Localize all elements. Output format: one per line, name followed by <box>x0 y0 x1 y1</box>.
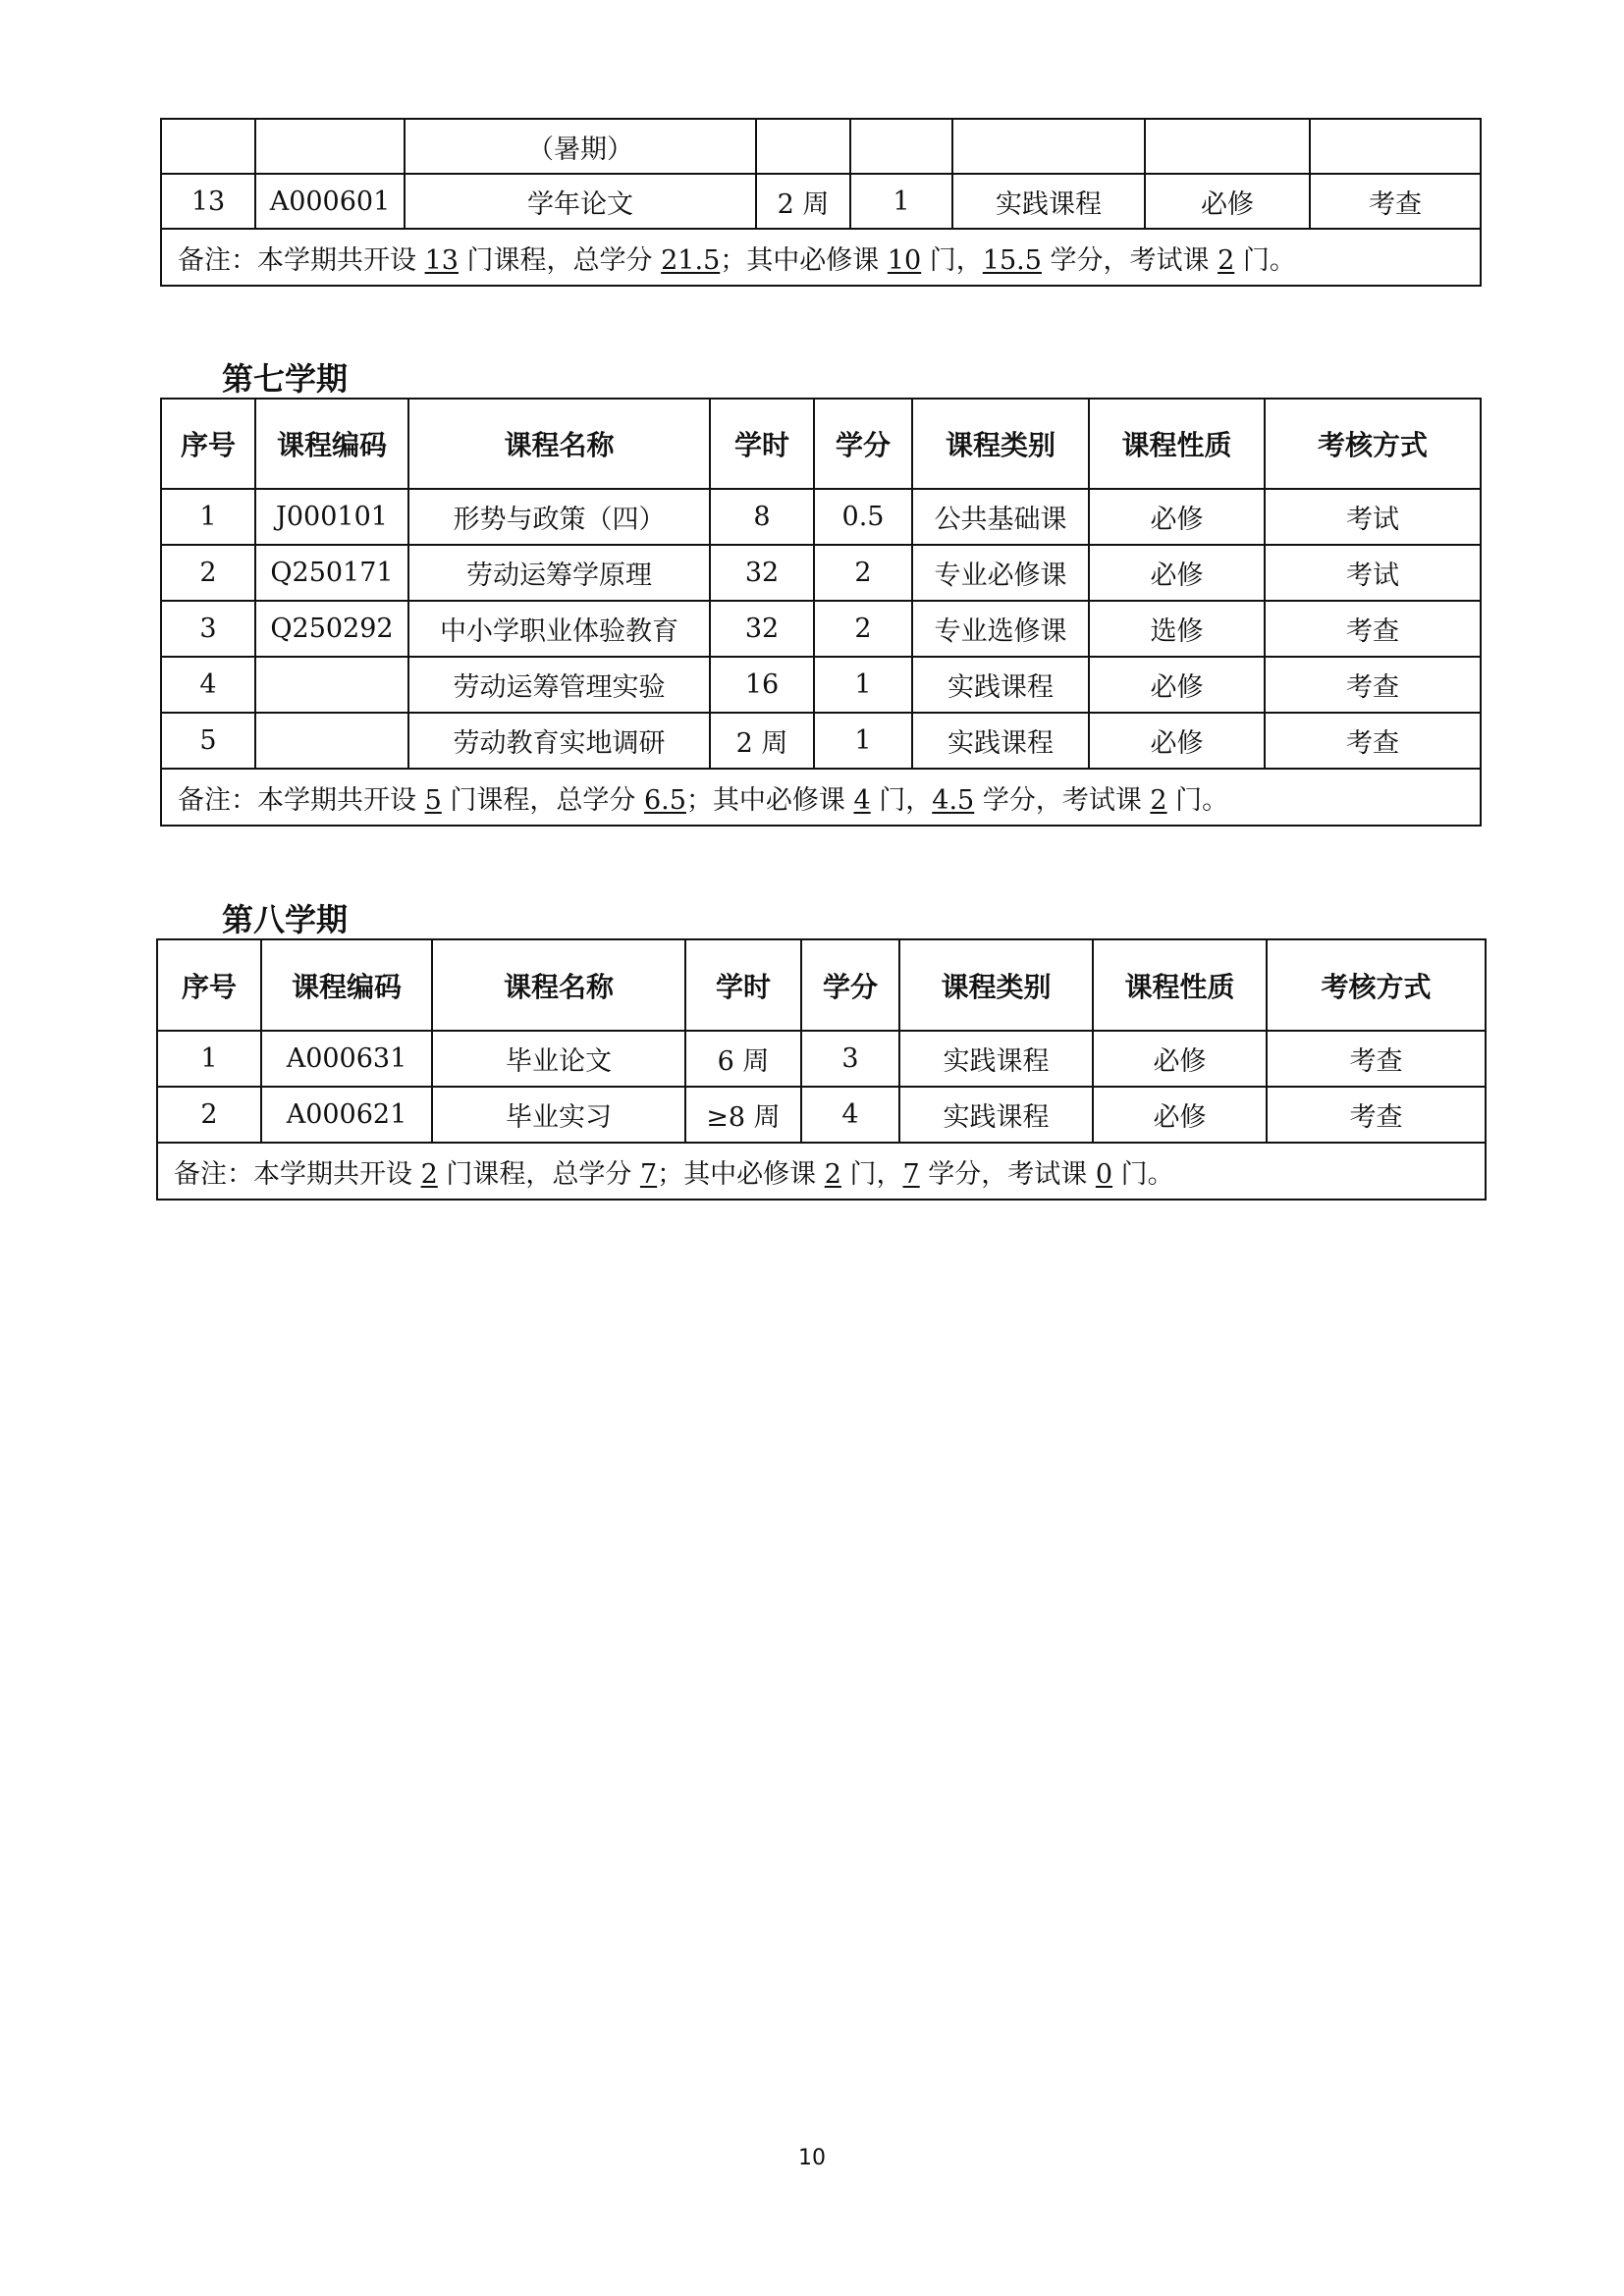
cell-assessment: 考查 <box>1265 657 1481 713</box>
note-value: 4 <box>853 784 871 816</box>
table-header-row <box>161 399 1481 489</box>
note-value: 7 <box>639 1158 658 1190</box>
cell-seq <box>161 119 255 174</box>
semester-note <box>157 1143 1486 1200</box>
semester-8-table <box>156 938 1487 1201</box>
cell-credits: 1 <box>850 174 952 229</box>
cell-credits: 2 <box>814 545 912 601</box>
cell-course-name: 中小学职业体验教育 <box>408 601 710 657</box>
table-row <box>161 545 1481 601</box>
cell-assessment: 考查 <box>1265 601 1481 657</box>
cell-course-code: A000631 <box>261 1031 432 1087</box>
note-text: ；其中必修课 <box>685 784 854 816</box>
cell-seq: 3 <box>161 601 255 657</box>
note-text: 备注：本学期共开设 <box>178 784 425 816</box>
note-text: ；其中必修课 <box>720 244 888 276</box>
cell-course-code: Q250171 <box>255 545 408 601</box>
table-note-row <box>161 769 1481 826</box>
note-text: 门。 <box>1112 1158 1174 1190</box>
table-row <box>161 174 1481 229</box>
note-value: 7 <box>902 1158 920 1190</box>
table-row <box>161 713 1481 769</box>
semester-note <box>161 769 1481 826</box>
table-note-row <box>161 229 1481 286</box>
cell-credits: 1 <box>814 657 912 713</box>
cell-nature: 必修 <box>1093 1031 1267 1087</box>
table-row <box>161 119 1481 174</box>
note-text: 门， <box>870 784 933 816</box>
note-text: 门， <box>840 1158 903 1190</box>
cell-course-name: 毕业实习 <box>432 1087 685 1143</box>
header-seq: 序号 <box>157 939 261 1031</box>
cell-hours: 8 <box>710 489 814 545</box>
cell-course-name: 学年论文 <box>405 174 756 229</box>
cell-course-name: 形势与政策（四） <box>408 489 710 545</box>
cell-nature: 必修 <box>1089 545 1265 601</box>
cell-category: 实践课程 <box>899 1031 1093 1087</box>
table-row <box>161 601 1481 657</box>
header-course-code: 课程编码 <box>261 939 432 1031</box>
semester-8-heading: 第八学期 <box>222 901 349 938</box>
header-course-name: 课程名称 <box>432 939 685 1031</box>
cell-category: 公共基础课 <box>912 489 1089 545</box>
cell-category: 实践课程 <box>912 657 1089 713</box>
cell-assessment: 考试 <box>1265 489 1481 545</box>
note-text: 学分，考试课 <box>919 1158 1096 1190</box>
cell-nature: 必修 <box>1089 657 1265 713</box>
cell-course-name: 劳动教育实地调研 <box>408 713 710 769</box>
note-value: 5 <box>424 784 442 816</box>
cell-credits: 1 <box>814 713 912 769</box>
header-assessment: 考核方式 <box>1267 939 1486 1031</box>
note-text: 备注：本学期共开设 <box>178 244 425 276</box>
note-text: 学分，考试课 <box>1041 244 1218 276</box>
note-text: 备注：本学期共开设 <box>174 1158 421 1190</box>
cell-category: 实践课程 <box>899 1087 1093 1143</box>
semester-6-table-continued <box>160 118 1482 287</box>
header-nature: 课程性质 <box>1089 399 1265 489</box>
cell-hours: 6 周 <box>685 1031 801 1087</box>
note-text: 门。 <box>1234 244 1296 276</box>
cell-assessment: 考查 <box>1310 174 1481 229</box>
table-header-row <box>157 939 1486 1031</box>
cell-nature: 必修 <box>1093 1087 1267 1143</box>
cell-seq: 13 <box>161 174 255 229</box>
cell-course-code: Q250292 <box>255 601 408 657</box>
cell-seq: 2 <box>161 545 255 601</box>
table-row <box>157 1087 1486 1143</box>
note-text: 门， <box>921 244 983 276</box>
semester-7-table <box>160 398 1482 827</box>
cell-course-code <box>255 713 408 769</box>
note-value: 21.5 <box>661 244 721 276</box>
cell-seq: 1 <box>157 1031 261 1087</box>
cell-category: 实践课程 <box>952 174 1145 229</box>
note-value: 2 <box>1150 784 1167 816</box>
cell-nature: 必修 <box>1145 174 1310 229</box>
table-row <box>161 657 1481 713</box>
cell-hours: 32 <box>710 601 814 657</box>
table-row <box>161 489 1481 545</box>
note-value: 4.5 <box>932 784 975 816</box>
cell-hours <box>756 119 850 174</box>
cell-hours: 2 周 <box>710 713 814 769</box>
header-course-code: 课程编码 <box>255 399 408 489</box>
cell-assessment: 考试 <box>1265 545 1481 601</box>
cell-credits: 4 <box>801 1087 899 1143</box>
cell-credits: 0.5 <box>814 489 912 545</box>
note-text: 门。 <box>1166 784 1229 816</box>
note-text: 门课程，总学分 <box>441 784 644 816</box>
header-hours: 学时 <box>710 399 814 489</box>
cell-assessment: 考查 <box>1267 1031 1486 1087</box>
semester-7-heading: 第七学期 <box>222 360 349 398</box>
header-hours: 学时 <box>685 939 801 1031</box>
cell-credits: 2 <box>814 601 912 657</box>
header-category: 课程类别 <box>912 399 1089 489</box>
cell-course-code <box>255 657 408 713</box>
header-course-name: 课程名称 <box>408 399 710 489</box>
cell-credits <box>850 119 952 174</box>
header-assessment: 考核方式 <box>1265 399 1481 489</box>
cell-course-code: A000621 <box>261 1087 432 1143</box>
header-seq: 序号 <box>161 399 255 489</box>
cell-credits: 3 <box>801 1031 899 1087</box>
header-category: 课程类别 <box>899 939 1093 1031</box>
cell-hours: 16 <box>710 657 814 713</box>
header-nature: 课程性质 <box>1093 939 1267 1031</box>
cell-category: 实践课程 <box>912 713 1089 769</box>
cell-hours: 2 周 <box>756 174 850 229</box>
note-text: ；其中必修课 <box>657 1158 825 1190</box>
cell-seq: 1 <box>161 489 255 545</box>
header-credits: 学分 <box>801 939 899 1031</box>
cell-course-name: 毕业论文 <box>432 1031 685 1087</box>
note-value: 10 <box>887 244 922 276</box>
cell-nature: 必修 <box>1089 713 1265 769</box>
cell-hours: ≥8 周 <box>685 1087 801 1143</box>
table-note-row <box>157 1143 1486 1200</box>
note-value: 2 <box>1218 244 1235 276</box>
cell-course-name: 劳动运筹学原理 <box>408 545 710 601</box>
cell-nature <box>1145 119 1310 174</box>
cell-course-code <box>255 119 405 174</box>
note-value: 2 <box>824 1158 841 1190</box>
cell-course-name: 劳动运筹管理实验 <box>408 657 710 713</box>
cell-course-code: J000101 <box>255 489 408 545</box>
page-number: 10 <box>798 2146 826 2170</box>
cell-assessment: 考查 <box>1267 1087 1486 1143</box>
note-value: 2 <box>420 1158 438 1190</box>
note-value: 13 <box>424 244 459 276</box>
cell-nature: 选修 <box>1089 601 1265 657</box>
cell-assessment <box>1310 119 1481 174</box>
table-row <box>157 1031 1486 1087</box>
cell-category: 专业选修课 <box>912 601 1089 657</box>
semester-note <box>161 229 1481 286</box>
cell-hours: 32 <box>710 545 814 601</box>
note-value: 6.5 <box>643 784 686 816</box>
cell-seq: 4 <box>161 657 255 713</box>
cell-nature: 必修 <box>1089 489 1265 545</box>
note-text: 门课程，总学分 <box>458 244 662 276</box>
cell-category <box>952 119 1145 174</box>
note-value: 15.5 <box>982 244 1042 276</box>
cell-seq: 5 <box>161 713 255 769</box>
cell-category: 专业必修课 <box>912 545 1089 601</box>
note-text: 门课程，总学分 <box>437 1158 640 1190</box>
cell-seq: 2 <box>157 1087 261 1143</box>
cell-course-name: （暑期） <box>405 119 756 174</box>
note-text: 学分，考试课 <box>974 784 1151 816</box>
cell-assessment: 考查 <box>1265 713 1481 769</box>
note-value: 0 <box>1095 1158 1113 1190</box>
header-credits: 学分 <box>814 399 912 489</box>
cell-course-code: A000601 <box>255 174 405 229</box>
